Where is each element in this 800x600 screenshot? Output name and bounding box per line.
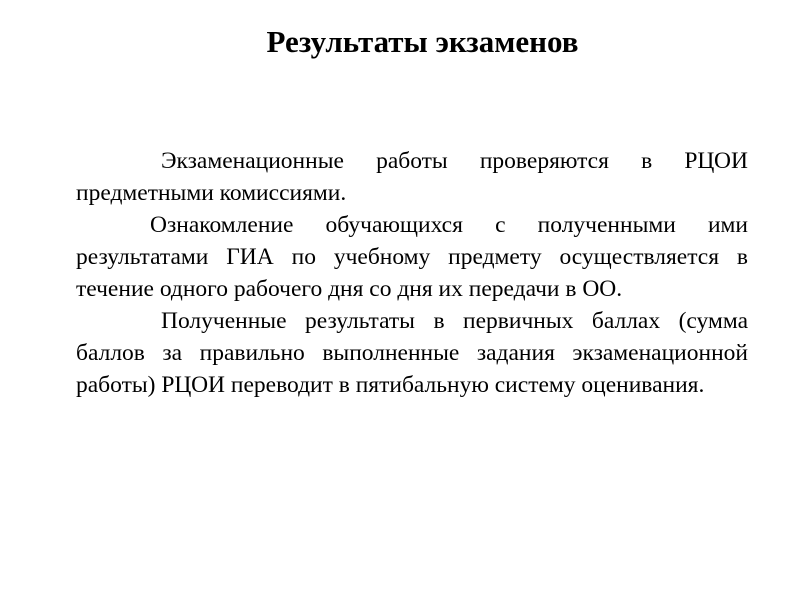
slide-title: Результаты экзаменов xyxy=(266,24,579,59)
slide-body xyxy=(76,145,748,401)
paragraph-familiarization: Ознакомление обучающихся с полученными ими результатами ГИА по учебному предмету осуществляется в течение одного рабочего дня со дня их передачи в ОО. xyxy=(76,212,748,302)
paragraph-checking: Экзаменационные работы проверяются в РЦОИ предметными комиссиями. xyxy=(76,148,748,206)
paragraph-conversion: Полученные результаты в первичных баллах (сумма баллов за правильно выполненные задания экзаменационной работы) РЦОИ переводит в пятибальную систему оценивания. xyxy=(76,308,748,398)
